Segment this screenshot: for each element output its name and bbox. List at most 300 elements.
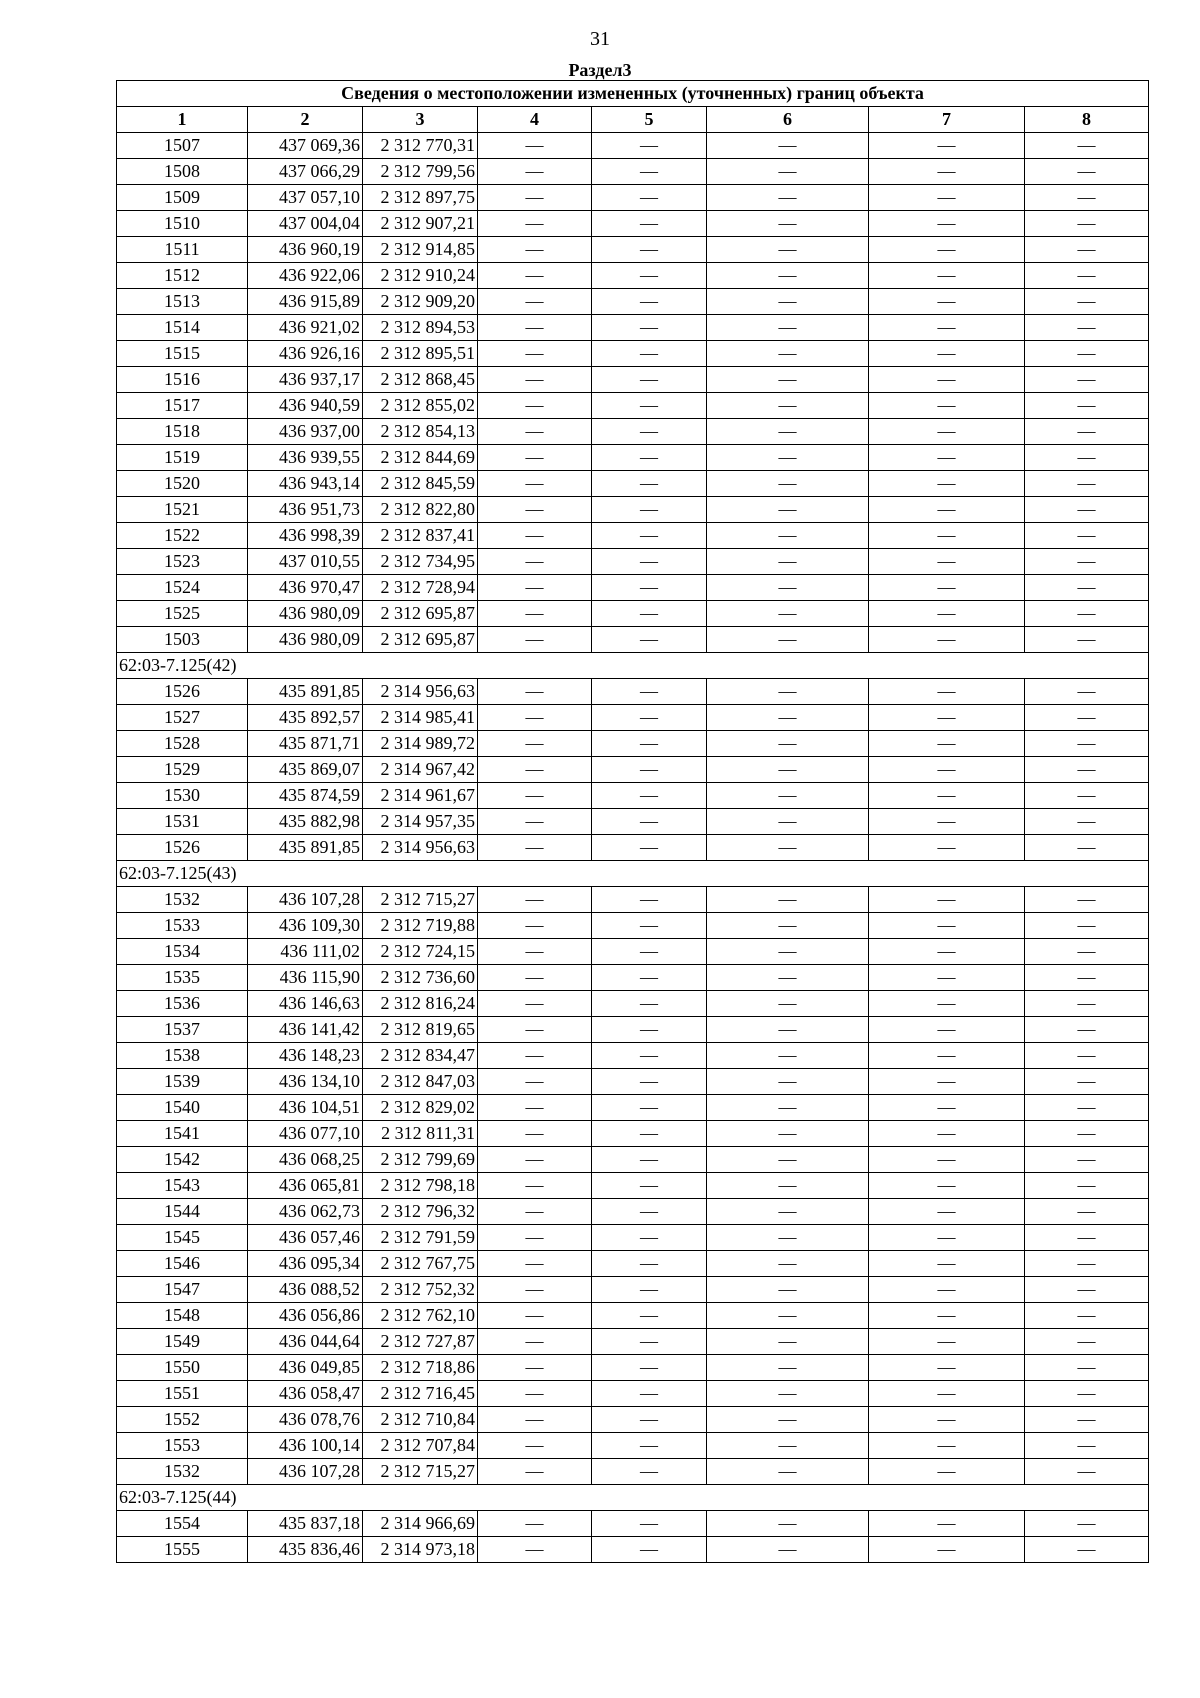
empty-value-cell: — <box>1025 1355 1149 1381</box>
empty-value-cell: — <box>592 1381 707 1407</box>
empty-value-cell: — <box>478 419 592 445</box>
empty-value-cell: — <box>869 913 1025 939</box>
x-coordinate-cell: 436 937,17 <box>248 367 363 393</box>
point-number-cell: 1538 <box>117 1043 248 1069</box>
y-coordinate-cell: 2 312 728,94 <box>363 575 478 601</box>
x-coordinate-cell: 436 077,10 <box>248 1121 363 1147</box>
empty-value-cell: — <box>707 835 869 861</box>
empty-value-cell: — <box>478 939 592 965</box>
empty-value-cell: — <box>478 575 592 601</box>
empty-value-cell: — <box>869 1251 1025 1277</box>
y-coordinate-cell: 2 312 770,31 <box>363 133 478 159</box>
table-row <box>117 913 1149 939</box>
table-row <box>117 705 1149 731</box>
empty-value-cell: — <box>707 627 869 653</box>
point-number-cell: 1548 <box>117 1303 248 1329</box>
point-number-cell: 1531 <box>117 809 248 835</box>
y-coordinate-cell: 2 312 695,87 <box>363 627 478 653</box>
empty-value-cell: — <box>707 211 869 237</box>
empty-value-cell: — <box>707 341 869 367</box>
empty-value-cell: — <box>707 1511 869 1537</box>
x-coordinate-cell: 436 134,10 <box>248 1069 363 1095</box>
y-coordinate-cell: 2 312 724,15 <box>363 939 478 965</box>
point-number-cell: 1516 <box>117 367 248 393</box>
empty-value-cell: — <box>1025 393 1149 419</box>
empty-value-cell: — <box>869 211 1025 237</box>
x-coordinate-cell: 436 068,25 <box>248 1147 363 1173</box>
empty-value-cell: — <box>1025 1043 1149 1069</box>
empty-value-cell: — <box>869 1381 1025 1407</box>
empty-value-cell: — <box>707 1121 869 1147</box>
y-coordinate-cell: 2 312 791,59 <box>363 1225 478 1251</box>
group-row <box>117 1485 1149 1511</box>
empty-value-cell: — <box>1025 887 1149 913</box>
empty-value-cell: — <box>869 965 1025 991</box>
table-row <box>117 315 1149 341</box>
empty-value-cell: — <box>478 809 592 835</box>
table-row <box>117 367 1149 393</box>
y-coordinate-cell: 2 312 710,84 <box>363 1407 478 1433</box>
empty-value-cell: — <box>592 211 707 237</box>
empty-value-cell: — <box>592 1329 707 1355</box>
empty-value-cell: — <box>592 601 707 627</box>
empty-value-cell: — <box>869 731 1025 757</box>
table-row <box>117 1329 1149 1355</box>
empty-value-cell: — <box>1025 679 1149 705</box>
empty-value-cell: — <box>1025 1095 1149 1121</box>
empty-value-cell: — <box>478 1511 592 1537</box>
point-number-cell: 1532 <box>117 887 248 913</box>
y-coordinate-cell: 2 314 961,67 <box>363 783 478 809</box>
empty-value-cell: — <box>592 263 707 289</box>
empty-value-cell: — <box>1025 1459 1149 1485</box>
empty-value-cell: — <box>707 913 869 939</box>
point-number-cell: 1526 <box>117 835 248 861</box>
point-number-cell: 1542 <box>117 1147 248 1173</box>
empty-value-cell: — <box>1025 731 1149 757</box>
column-header: 5 <box>592 107 707 133</box>
empty-value-cell: — <box>1025 1147 1149 1173</box>
empty-value-cell: — <box>707 315 869 341</box>
empty-value-cell: — <box>592 627 707 653</box>
empty-value-cell: — <box>869 1303 1025 1329</box>
y-coordinate-cell: 2 314 973,18 <box>363 1537 478 1563</box>
empty-value-cell: — <box>869 1147 1025 1173</box>
empty-value-cell: — <box>592 991 707 1017</box>
x-coordinate-cell: 436 057,46 <box>248 1225 363 1251</box>
empty-value-cell: — <box>592 1199 707 1225</box>
empty-value-cell: — <box>478 1459 592 1485</box>
x-coordinate-cell: 436 078,76 <box>248 1407 363 1433</box>
empty-value-cell: — <box>869 601 1025 627</box>
empty-value-cell: — <box>869 705 1025 731</box>
empty-value-cell: — <box>869 783 1025 809</box>
empty-value-cell: — <box>478 133 592 159</box>
empty-value-cell: — <box>869 523 1025 549</box>
point-number-cell: 1519 <box>117 445 248 471</box>
empty-value-cell: — <box>592 419 707 445</box>
empty-value-cell: — <box>478 341 592 367</box>
x-coordinate-cell: 435 836,46 <box>248 1537 363 1563</box>
empty-value-cell: — <box>592 1043 707 1069</box>
y-coordinate-cell: 2 314 957,35 <box>363 809 478 835</box>
empty-value-cell: — <box>869 497 1025 523</box>
empty-value-cell: — <box>478 1173 592 1199</box>
empty-value-cell: — <box>478 237 592 263</box>
empty-value-cell: — <box>707 263 869 289</box>
table-row <box>117 1121 1149 1147</box>
empty-value-cell: — <box>1025 1329 1149 1355</box>
table-row <box>117 549 1149 575</box>
y-coordinate-cell: 2 312 799,56 <box>363 159 478 185</box>
table-row <box>117 185 1149 211</box>
empty-value-cell: — <box>1025 1511 1149 1537</box>
y-coordinate-cell: 2 312 811,31 <box>363 1121 478 1147</box>
empty-value-cell: — <box>707 1173 869 1199</box>
x-coordinate-cell: 436 065,81 <box>248 1173 363 1199</box>
empty-value-cell: — <box>478 1407 592 1433</box>
empty-value-cell: — <box>1025 445 1149 471</box>
empty-value-cell: — <box>869 757 1025 783</box>
table-row <box>117 445 1149 471</box>
x-coordinate-cell: 436 115,90 <box>248 965 363 991</box>
x-coordinate-cell: 435 891,85 <box>248 835 363 861</box>
empty-value-cell: — <box>478 679 592 705</box>
table-row <box>117 1433 1149 1459</box>
empty-value-cell: — <box>1025 913 1149 939</box>
empty-value-cell: — <box>478 185 592 211</box>
empty-value-cell: — <box>707 731 869 757</box>
table-row <box>117 289 1149 315</box>
empty-value-cell: — <box>1025 991 1149 1017</box>
y-coordinate-cell: 2 312 854,13 <box>363 419 478 445</box>
empty-value-cell: — <box>707 497 869 523</box>
empty-value-cell: — <box>592 575 707 601</box>
empty-value-cell: — <box>1025 965 1149 991</box>
empty-value-cell: — <box>592 939 707 965</box>
table-row <box>117 887 1149 913</box>
empty-value-cell: — <box>869 341 1025 367</box>
x-coordinate-cell: 436 044,64 <box>248 1329 363 1355</box>
table-row <box>117 1017 1149 1043</box>
table-row <box>117 341 1149 367</box>
empty-value-cell: — <box>592 1407 707 1433</box>
empty-value-cell: — <box>592 471 707 497</box>
y-coordinate-cell: 2 312 834,47 <box>363 1043 478 1069</box>
empty-value-cell: — <box>707 471 869 497</box>
point-number-cell: 1527 <box>117 705 248 731</box>
empty-value-cell: — <box>869 367 1025 393</box>
empty-value-cell: — <box>592 185 707 211</box>
empty-value-cell: — <box>478 445 592 471</box>
empty-value-cell: — <box>869 185 1025 211</box>
table-row <box>117 1043 1149 1069</box>
point-number-cell: 1541 <box>117 1121 248 1147</box>
table-row <box>117 237 1149 263</box>
point-number-cell: 1510 <box>117 211 248 237</box>
x-coordinate-cell: 436 107,28 <box>248 887 363 913</box>
y-coordinate-cell: 2 314 956,63 <box>363 679 478 705</box>
empty-value-cell: — <box>478 1069 592 1095</box>
x-coordinate-cell: 436 921,02 <box>248 315 363 341</box>
point-number-cell: 1520 <box>117 471 248 497</box>
x-coordinate-cell: 436 148,23 <box>248 1043 363 1069</box>
empty-value-cell: — <box>869 1407 1025 1433</box>
empty-value-cell: — <box>592 913 707 939</box>
table-row <box>117 1407 1149 1433</box>
empty-value-cell: — <box>707 1537 869 1563</box>
empty-value-cell: — <box>592 133 707 159</box>
table-row <box>117 965 1149 991</box>
empty-value-cell: — <box>869 1199 1025 1225</box>
empty-value-cell: — <box>478 549 592 575</box>
empty-value-cell: — <box>869 627 1025 653</box>
empty-value-cell: — <box>592 1303 707 1329</box>
x-coordinate-cell: 436 943,14 <box>248 471 363 497</box>
point-number-cell: 1525 <box>117 601 248 627</box>
empty-value-cell: — <box>1025 133 1149 159</box>
x-coordinate-cell: 436 100,14 <box>248 1433 363 1459</box>
empty-value-cell: — <box>478 991 592 1017</box>
y-coordinate-cell: 2 312 734,95 <box>363 549 478 575</box>
empty-value-cell: — <box>592 1251 707 1277</box>
empty-value-cell: — <box>592 1537 707 1563</box>
x-coordinate-cell: 435 837,18 <box>248 1511 363 1537</box>
y-coordinate-cell: 2 312 799,69 <box>363 1147 478 1173</box>
table-row <box>117 575 1149 601</box>
empty-value-cell: — <box>869 315 1025 341</box>
empty-value-cell: — <box>478 1095 592 1121</box>
table-row <box>117 471 1149 497</box>
point-number-cell: 1537 <box>117 1017 248 1043</box>
x-coordinate-cell: 436 922,06 <box>248 263 363 289</box>
empty-value-cell: — <box>1025 809 1149 835</box>
empty-value-cell: — <box>707 1069 869 1095</box>
x-coordinate-cell: 436 062,73 <box>248 1199 363 1225</box>
empty-value-cell: — <box>707 939 869 965</box>
empty-value-cell: — <box>478 523 592 549</box>
point-number-cell: 1532 <box>117 1459 248 1485</box>
column-header: 7 <box>869 107 1025 133</box>
point-number-cell: 1549 <box>117 1329 248 1355</box>
table-row <box>117 1355 1149 1381</box>
empty-value-cell: — <box>1025 263 1149 289</box>
table-row <box>117 263 1149 289</box>
table-caption-row <box>117 81 1149 107</box>
empty-value-cell: — <box>1025 1173 1149 1199</box>
empty-value-cell: — <box>592 1017 707 1043</box>
table-row <box>117 601 1149 627</box>
empty-value-cell: — <box>707 393 869 419</box>
x-coordinate-cell: 437 010,55 <box>248 549 363 575</box>
empty-value-cell: — <box>478 757 592 783</box>
point-number-cell: 1522 <box>117 523 248 549</box>
empty-value-cell: — <box>1025 757 1149 783</box>
empty-value-cell: — <box>478 1199 592 1225</box>
empty-value-cell: — <box>1025 471 1149 497</box>
table-row <box>117 939 1149 965</box>
empty-value-cell: — <box>707 679 869 705</box>
table-row <box>117 211 1149 237</box>
empty-value-cell: — <box>592 757 707 783</box>
x-coordinate-cell: 436 940,59 <box>248 393 363 419</box>
empty-value-cell: — <box>869 809 1025 835</box>
x-coordinate-cell: 435 882,98 <box>248 809 363 835</box>
table-row <box>117 1199 1149 1225</box>
y-coordinate-cell: 2 312 822,80 <box>363 497 478 523</box>
empty-value-cell: — <box>869 679 1025 705</box>
y-coordinate-cell: 2 312 844,69 <box>363 445 478 471</box>
empty-value-cell: — <box>869 575 1025 601</box>
y-coordinate-cell: 2 314 956,63 <box>363 835 478 861</box>
table-row <box>117 679 1149 705</box>
empty-value-cell: — <box>707 1459 869 1485</box>
empty-value-cell: — <box>1025 939 1149 965</box>
y-coordinate-cell: 2 312 909,20 <box>363 289 478 315</box>
empty-value-cell: — <box>869 1225 1025 1251</box>
table-row <box>117 1251 1149 1277</box>
y-coordinate-cell: 2 312 829,02 <box>363 1095 478 1121</box>
point-number-cell: 1521 <box>117 497 248 523</box>
x-coordinate-cell: 436 111,02 <box>248 939 363 965</box>
empty-value-cell: — <box>592 1225 707 1251</box>
empty-value-cell: — <box>592 549 707 575</box>
empty-value-cell: — <box>1025 523 1149 549</box>
empty-value-cell: — <box>592 289 707 315</box>
point-number-cell: 1555 <box>117 1537 248 1563</box>
empty-value-cell: — <box>869 1511 1025 1537</box>
x-coordinate-cell: 436 058,47 <box>248 1381 363 1407</box>
empty-value-cell: — <box>478 1329 592 1355</box>
table-row <box>117 1173 1149 1199</box>
y-coordinate-cell: 2 312 847,03 <box>363 1069 478 1095</box>
table-row <box>117 1069 1149 1095</box>
empty-value-cell: — <box>592 809 707 835</box>
point-number-cell: 1533 <box>117 913 248 939</box>
column-header: 2 <box>248 107 363 133</box>
empty-value-cell: — <box>869 1433 1025 1459</box>
empty-value-cell: — <box>592 783 707 809</box>
coordinates-table <box>116 80 1149 1563</box>
empty-value-cell: — <box>592 445 707 471</box>
empty-value-cell: — <box>1025 1303 1149 1329</box>
y-coordinate-cell: 2 312 907,21 <box>363 211 478 237</box>
empty-value-cell: — <box>869 237 1025 263</box>
empty-value-cell: — <box>478 835 592 861</box>
point-number-cell: 1526 <box>117 679 248 705</box>
x-coordinate-cell: 436 998,39 <box>248 523 363 549</box>
point-number-cell: 1547 <box>117 1277 248 1303</box>
x-coordinate-cell: 436 960,19 <box>248 237 363 263</box>
empty-value-cell: — <box>592 237 707 263</box>
group-label: 62:03-7.125(42) <box>117 653 1149 679</box>
y-coordinate-cell: 2 312 798,18 <box>363 1173 478 1199</box>
empty-value-cell: — <box>869 1069 1025 1095</box>
empty-value-cell: — <box>592 315 707 341</box>
x-coordinate-cell: 436 056,86 <box>248 1303 363 1329</box>
y-coordinate-cell: 2 312 895,51 <box>363 341 478 367</box>
empty-value-cell: — <box>1025 341 1149 367</box>
table-row <box>117 1381 1149 1407</box>
empty-value-cell: — <box>592 341 707 367</box>
empty-value-cell: — <box>707 1303 869 1329</box>
empty-value-cell: — <box>592 159 707 185</box>
point-number-cell: 1517 <box>117 393 248 419</box>
table-row <box>117 393 1149 419</box>
table-row <box>117 783 1149 809</box>
table-row <box>117 1537 1149 1563</box>
empty-value-cell: — <box>478 783 592 809</box>
empty-value-cell: — <box>869 1537 1025 1563</box>
y-coordinate-cell: 2 312 736,60 <box>363 965 478 991</box>
empty-value-cell: — <box>707 1329 869 1355</box>
empty-value-cell: — <box>1025 835 1149 861</box>
empty-value-cell: — <box>707 367 869 393</box>
x-coordinate-cell: 435 874,59 <box>248 783 363 809</box>
empty-value-cell: — <box>707 575 869 601</box>
empty-value-cell: — <box>478 289 592 315</box>
point-number-cell: 1543 <box>117 1173 248 1199</box>
point-number-cell: 1545 <box>117 1225 248 1251</box>
table-row <box>117 523 1149 549</box>
empty-value-cell: — <box>707 1043 869 1069</box>
y-coordinate-cell: 2 312 819,65 <box>363 1017 478 1043</box>
empty-value-cell: — <box>1025 627 1149 653</box>
empty-value-cell: — <box>592 705 707 731</box>
empty-value-cell: — <box>1025 1407 1149 1433</box>
page-number: 31 <box>590 28 610 50</box>
empty-value-cell: — <box>707 1355 869 1381</box>
empty-value-cell: — <box>707 237 869 263</box>
table-row <box>117 133 1149 159</box>
empty-value-cell: — <box>478 497 592 523</box>
x-coordinate-cell: 437 069,36 <box>248 133 363 159</box>
y-coordinate-cell: 2 312 845,59 <box>363 471 478 497</box>
empty-value-cell: — <box>478 159 592 185</box>
empty-value-cell: — <box>592 887 707 913</box>
x-coordinate-cell: 436 970,47 <box>248 575 363 601</box>
x-coordinate-cell: 436 049,85 <box>248 1355 363 1381</box>
empty-value-cell: — <box>592 965 707 991</box>
empty-value-cell: — <box>869 1095 1025 1121</box>
empty-value-cell: — <box>869 445 1025 471</box>
x-coordinate-cell: 437 066,29 <box>248 159 363 185</box>
point-number-cell: 1529 <box>117 757 248 783</box>
empty-value-cell: — <box>869 1329 1025 1355</box>
empty-value-cell: — <box>478 471 592 497</box>
y-coordinate-cell: 2 312 837,41 <box>363 523 478 549</box>
empty-value-cell: — <box>1025 549 1149 575</box>
empty-value-cell: — <box>1025 185 1149 211</box>
y-coordinate-cell: 2 312 715,27 <box>363 1459 478 1485</box>
empty-value-cell: — <box>707 1225 869 1251</box>
column-header: 3 <box>363 107 478 133</box>
empty-value-cell: — <box>478 1147 592 1173</box>
point-number-cell: 1524 <box>117 575 248 601</box>
point-number-cell: 1544 <box>117 1199 248 1225</box>
empty-value-cell: — <box>1025 1199 1149 1225</box>
empty-value-cell: — <box>1025 1225 1149 1251</box>
empty-value-cell: — <box>478 1225 592 1251</box>
x-coordinate-cell: 437 004,04 <box>248 211 363 237</box>
point-number-cell: 1553 <box>117 1433 248 1459</box>
empty-value-cell: — <box>478 1537 592 1563</box>
empty-value-cell: — <box>869 887 1025 913</box>
x-coordinate-cell: 435 871,71 <box>248 731 363 757</box>
y-coordinate-cell: 2 312 796,32 <box>363 1199 478 1225</box>
point-number-cell: 1509 <box>117 185 248 211</box>
empty-value-cell: — <box>478 367 592 393</box>
